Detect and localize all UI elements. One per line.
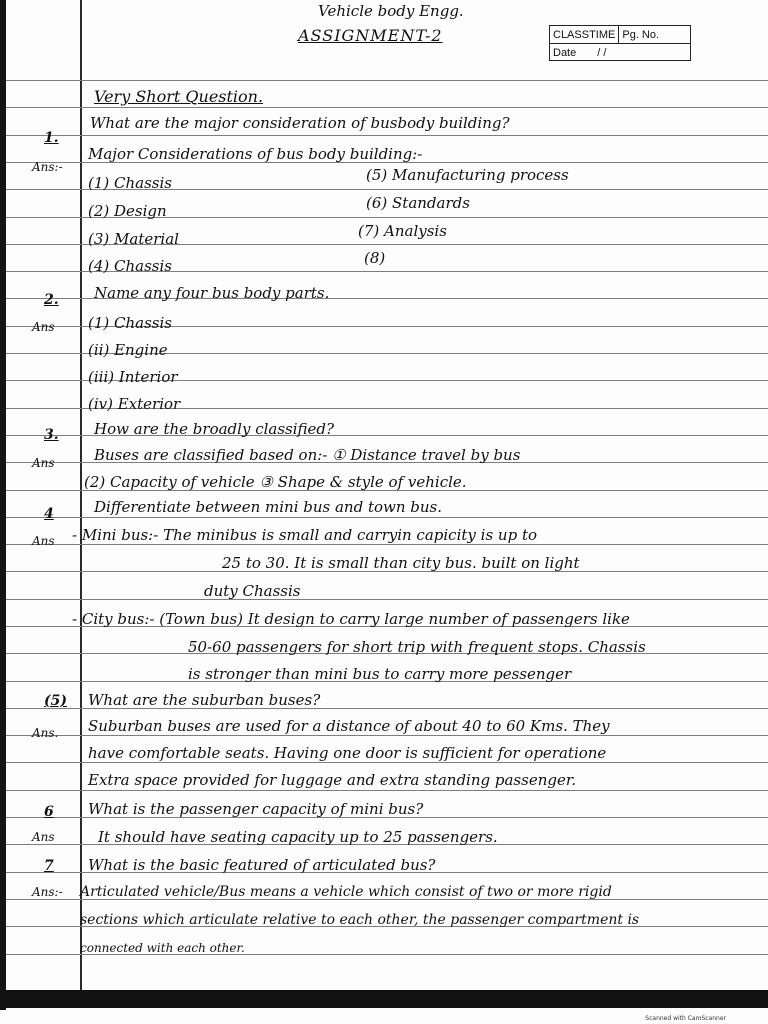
page-title: Vehicle body Engg. (318, 2, 464, 20)
q4-answer-line: - City bus:- (Town bus) It design to carry large number of passengers like (72, 610, 630, 628)
q1-number: 1. (44, 130, 59, 146)
q4-answer-line: duty Chassis (204, 582, 301, 600)
q2-item: (ii) Engine (88, 341, 168, 359)
q1-item: (5) Manufacturing process (366, 166, 569, 184)
q1-item: (4) Chassis (88, 257, 172, 275)
q4-answer-line: - Mini bus:- The minibus is small and carryin capicity is up to (72, 526, 537, 544)
q6-answer: It should have seating capacity up to 25 passengers. (98, 828, 498, 846)
date-label: Date (553, 46, 577, 59)
q7-number: 7 (44, 858, 54, 874)
q1-intro: Major Considerations of bus body building:- (88, 145, 423, 163)
ruled-line (6, 80, 768, 81)
q7-answer-line: Articulated vehicle/Bus means a vehicle which consist of two or more rigid (80, 884, 612, 900)
q1-ans-label: Ans:- (32, 160, 63, 174)
q6-ans-label: Ans (32, 830, 55, 844)
q2-item: (iv) Exterior (88, 395, 181, 413)
q1-item: (1) Chassis (88, 174, 172, 192)
q7-answer-line: connected with each other. (80, 941, 245, 955)
q2-number: 2. (44, 292, 59, 308)
q6-question: What is the passenger capacity of mini bus? (88, 800, 424, 818)
q2-ans-label: Ans (32, 320, 55, 334)
q4-answer-line: 25 to 30. It is small than city bus. built on light (222, 554, 580, 572)
classtime-box (549, 25, 691, 61)
q7-answer-line: sections which articulate relative to each other, the passenger compartment is (80, 912, 640, 928)
q5-answer-line: Extra space provided for luggage and extra standing passenger. (88, 771, 577, 789)
q5-ans-label: Ans. (32, 726, 59, 740)
q3-ans-label: Ans (32, 456, 55, 470)
q4-number: 4 (44, 506, 54, 522)
q7-question: What is the basic featured of articulated bus? (88, 856, 436, 874)
ruled-line (6, 599, 768, 600)
q3-number: 3. (44, 427, 59, 443)
q6-number: 6 (44, 804, 54, 820)
scan-edge-bottom (0, 990, 768, 1008)
q4-ans-label: Ans (32, 534, 55, 548)
q1-item: (3) Material (88, 230, 179, 248)
q5-answer-line: have comfortable seats. Having one door is sufficient for operatione (88, 744, 607, 762)
assignment-heading: ASSIGNMENT-2 (298, 26, 443, 45)
q7-ans-label: Ans:- (32, 885, 63, 899)
q4-answer-line: is stronger than mini bus to carry more pessenger (188, 665, 572, 683)
date-slashes: / / (597, 46, 607, 59)
margin-line (80, 0, 82, 1000)
q1-item: (7) Analysis (358, 222, 447, 240)
q1-item: (6) Standards (366, 194, 470, 212)
q2-item: (iii) Interior (88, 368, 178, 386)
q1-question: What are the major consideration of busbody building? (90, 114, 510, 132)
q2-item: (1) Chassis (88, 314, 172, 332)
q1-item: (8) (364, 249, 386, 267)
q5-answer-line: Suburban buses are used for a distance of about 40 to 60 Kms. They (88, 717, 610, 735)
scanner-watermark: Scanned with CamScanner (645, 1015, 726, 1022)
q3-answer-line: Buses are classified based on:- ① Distance travel by bus (94, 446, 521, 464)
classtime-brand: CLASSTIME (550, 26, 619, 43)
q5-number: (5) (44, 693, 67, 709)
scan-edge-left (0, 0, 6, 1010)
q3-answer-line: (2) Capacity of vehicle ③ Shape & style of vehicle. (84, 473, 467, 491)
q4-question: Differentiate between mini bus and town bus. (94, 498, 443, 516)
page-number-label: Pg. No. (622, 28, 660, 41)
q1-item: (2) Design (88, 202, 167, 220)
q3-question: How are the broadly classified? (94, 420, 335, 438)
q2-question: Name any four bus body parts. (94, 284, 330, 302)
q5-question: What are the suburban buses? (88, 691, 321, 709)
q4-answer-line: 50-60 passengers for short trip with frequent stops. Chassis (188, 638, 646, 656)
section-heading: Very Short Question. (94, 87, 264, 106)
